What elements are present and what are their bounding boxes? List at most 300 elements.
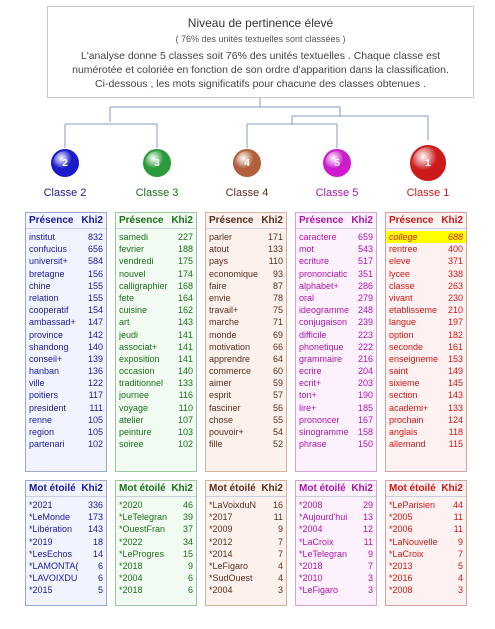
word-cell: classe <box>389 280 415 291</box>
khi2-cell: 34 <box>182 536 193 547</box>
class-5-starred-table <box>295 480 377 606</box>
word-cell: pouvoir+ <box>209 427 244 437</box>
table-row[interactable] <box>386 402 466 414</box>
table-row[interactable] <box>206 389 286 401</box>
word-cell: chine <box>29 280 51 291</box>
table-row[interactable] <box>386 523 466 535</box>
table-row[interactable] <box>296 584 376 596</box>
table-row[interactable] <box>386 280 466 292</box>
table-row[interactable] <box>206 414 286 426</box>
table-row[interactable] <box>296 511 376 523</box>
khi2-cell: 7 <box>457 548 463 559</box>
khi2-cell: 656 <box>87 244 103 255</box>
table-row[interactable] <box>26 438 106 450</box>
word-cell: universit+ <box>29 256 68 267</box>
table-row[interactable] <box>116 292 196 304</box>
table-row[interactable] <box>206 280 286 292</box>
table-row[interactable] <box>296 572 376 584</box>
khi2-cell: 52 <box>272 439 283 450</box>
class-number: 3 <box>154 157 160 169</box>
word-cell: anglais <box>389 427 418 437</box>
presence-column-header: Présence <box>119 215 164 226</box>
table-row[interactable] <box>26 353 106 365</box>
khi2-cell: 140 <box>177 366 193 377</box>
starred-table-header <box>296 481 376 497</box>
khi2-cell: 188 <box>177 244 193 255</box>
khi2-cell: 185 <box>357 402 373 413</box>
starred-word-cell: *LeMonde <box>29 512 71 523</box>
starred-word-cell: *LaNouvelle <box>389 536 438 547</box>
table-row[interactable] <box>296 268 376 280</box>
class-1-starred-table <box>385 480 467 606</box>
table-row[interactable] <box>26 365 106 377</box>
table-row[interactable] <box>116 268 196 280</box>
table-row[interactable] <box>206 365 286 377</box>
word-cell: caractere <box>299 232 337 242</box>
khi2-cell: 14 <box>92 548 103 559</box>
starred-word-cell: *LesEchos <box>29 548 73 559</box>
table-row[interactable] <box>116 536 196 548</box>
table-row[interactable] <box>116 499 196 511</box>
khi2-cell: 223 <box>357 329 373 340</box>
word-cell: ecrit+ <box>299 378 322 389</box>
table-row[interactable] <box>206 255 286 267</box>
table-row[interactable] <box>116 584 196 596</box>
word-cell: alphabet+ <box>299 280 339 291</box>
khi2-cell: 173 <box>87 512 103 523</box>
table-row[interactable] <box>386 292 466 304</box>
khi2-column-header: Khi2 <box>351 215 373 226</box>
khi2-cell: 6 <box>187 573 193 584</box>
table-row[interactable] <box>26 584 106 596</box>
khi2-cell: 143 <box>447 390 463 401</box>
class-number: 4 <box>244 157 250 169</box>
table-row[interactable] <box>296 560 376 572</box>
word-cell: faire <box>209 280 227 291</box>
table-row[interactable] <box>26 572 106 584</box>
table-row[interactable] <box>206 377 286 389</box>
table-row[interactable] <box>26 280 106 292</box>
khi2-cell: 3 <box>367 585 373 596</box>
word-cell: ton+ <box>299 390 317 401</box>
class-4-circle[interactable] <box>233 149 261 177</box>
starred-word-cell: *LeParisien <box>389 500 436 510</box>
word-cell: chose <box>209 414 234 425</box>
word-cell: academi+ <box>389 402 429 413</box>
presence-table-header <box>206 213 286 229</box>
table-row[interactable] <box>386 365 466 377</box>
table-row[interactable] <box>116 523 196 535</box>
khi2-cell: 133 <box>177 378 193 389</box>
table-row[interactable] <box>206 438 286 450</box>
khi2-cell: 12 <box>362 524 373 535</box>
khi2-column-header: Khi2 <box>351 483 373 494</box>
khi2-cell: 116 <box>178 390 193 401</box>
khi2-cell: 153 <box>447 353 463 364</box>
class-2-label: Classe 2 <box>43 187 87 199</box>
word-cell: rentree <box>389 244 418 255</box>
starred-table-header <box>116 481 196 497</box>
table-row[interactable] <box>206 329 286 341</box>
word-cell: conseil+ <box>29 353 63 364</box>
table-row[interactable] <box>386 329 466 341</box>
word-cell: college <box>389 232 418 242</box>
table-row[interactable] <box>386 353 466 365</box>
description-line: L'analyse donne 5 classes soit 76% des unités textuelles . Chaque classe est <box>80 50 441 62</box>
table-row[interactable] <box>116 341 196 353</box>
word-cell: etablisseme <box>389 305 438 316</box>
starred-word-cell: *2018 <box>119 585 143 596</box>
table-row[interactable] <box>26 255 106 267</box>
header-subtitle: ( 76% des unités textuelles sont classées ) <box>175 34 346 44</box>
table-row[interactable] <box>296 243 376 255</box>
table-row[interactable] <box>116 304 196 316</box>
presence-table-header <box>116 213 196 229</box>
table-row[interactable] <box>386 438 466 450</box>
word-cell: aimer <box>209 378 232 389</box>
khi2-cell: 64 <box>272 353 283 364</box>
khi2-cell: 7 <box>277 548 283 559</box>
table-row[interactable] <box>116 280 196 292</box>
table-row[interactable] <box>26 511 106 523</box>
table-row[interactable] <box>26 499 106 511</box>
table-row[interactable] <box>296 316 376 328</box>
khi2-cell: 136 <box>87 366 103 377</box>
table-row[interactable] <box>386 499 466 511</box>
table-row[interactable] <box>386 536 466 548</box>
table-row[interactable] <box>116 231 196 243</box>
khi2-column-header: Khi2 <box>441 483 463 494</box>
word-cell: conjugaison <box>299 317 348 328</box>
starred-word-cell: *2005 <box>389 512 413 523</box>
table-row[interactable] <box>386 511 466 523</box>
table-row[interactable] <box>386 377 466 389</box>
starred-word-cell: *2010 <box>299 573 323 584</box>
khi2-cell: 688 <box>447 232 463 242</box>
table-row[interactable] <box>26 329 106 341</box>
table-row[interactable] <box>206 548 286 560</box>
table-row[interactable] <box>296 402 376 414</box>
khi2-cell: 6 <box>187 585 193 596</box>
word-cell: institut <box>29 232 56 242</box>
table-row[interactable] <box>296 292 376 304</box>
khi2-column-header: Khi2 <box>171 215 193 226</box>
khi2-column-header: Khi2 <box>81 483 103 494</box>
starred-word-cell: *2017 <box>209 512 233 523</box>
khi2-cell: 158 <box>357 427 373 437</box>
word-cell: prochain <box>389 414 424 425</box>
khi2-cell: 5 <box>457 560 463 571</box>
table-row[interactable] <box>206 560 286 572</box>
table-row[interactable] <box>206 426 286 438</box>
table-row[interactable] <box>296 499 376 511</box>
khi2-cell: 584 <box>87 256 103 267</box>
table-row[interactable] <box>386 243 466 255</box>
table-row[interactable] <box>116 426 196 438</box>
table-row[interactable] <box>296 231 376 243</box>
starred-word-cell: *LaCroix <box>299 536 334 547</box>
word-cell: art <box>119 317 130 328</box>
table-row[interactable] <box>206 572 286 584</box>
khi2-cell: 9 <box>367 548 373 559</box>
class-3-circle[interactable] <box>143 149 171 177</box>
table-row[interactable] <box>26 304 106 316</box>
starred-word-cell: *LAVOIXDU <box>29 573 78 584</box>
table-row[interactable] <box>116 414 196 426</box>
table-row[interactable] <box>206 511 286 523</box>
khi2-cell: 107 <box>177 414 193 425</box>
starred-word-cell: *2018 <box>119 560 143 571</box>
khi2-cell: 110 <box>268 256 283 267</box>
table-row[interactable] <box>386 548 466 560</box>
table-row[interactable] <box>116 560 196 572</box>
table-row[interactable] <box>386 255 466 267</box>
table-row[interactable] <box>116 402 196 414</box>
khi2-cell: 4 <box>277 560 283 571</box>
word-cell: president <box>29 402 67 413</box>
khi2-cell: 147 <box>87 317 103 328</box>
table-row[interactable] <box>26 243 106 255</box>
starred-word-cell: *2016 <box>389 573 413 584</box>
starred-word-cell: *2020 <box>119 500 143 510</box>
khi2-cell: 133 <box>447 402 463 413</box>
table-row[interactable] <box>26 402 106 414</box>
khi2-cell: 142 <box>87 329 103 340</box>
word-cell: fete <box>119 292 135 303</box>
word-cell: partenari <box>29 439 65 450</box>
table-row[interactable] <box>296 341 376 353</box>
word-cell: lycee <box>389 268 411 279</box>
table-row[interactable] <box>206 316 286 328</box>
table-row[interactable] <box>116 511 196 523</box>
word-cell: economique <box>209 268 259 279</box>
table-row[interactable] <box>386 389 466 401</box>
table-row[interactable] <box>386 560 466 572</box>
khi2-cell: 4 <box>277 573 283 584</box>
word-cell: monde <box>209 329 237 340</box>
table-row[interactable] <box>206 231 286 243</box>
table-row[interactable] <box>296 280 376 292</box>
khi2-cell: 239 <box>357 317 373 328</box>
class-4-label: Classe 4 <box>225 187 269 199</box>
class-number: 2 <box>62 157 68 169</box>
khi2-cell: 59 <box>272 378 283 389</box>
khi2-cell: 7 <box>277 536 283 547</box>
table-row[interactable] <box>386 584 466 596</box>
table-row[interactable] <box>386 268 466 280</box>
word-cell: apprendre <box>209 353 251 364</box>
khi2-cell: 9 <box>187 560 193 571</box>
table-row[interactable] <box>116 377 196 389</box>
khi2-cell: 204 <box>357 366 373 377</box>
table-row[interactable] <box>26 548 106 560</box>
table-row[interactable] <box>206 268 286 280</box>
table-row[interactable] <box>116 243 196 255</box>
word-cell: marche <box>209 317 240 328</box>
khi2-cell: 11 <box>453 524 463 535</box>
word-cell: allemand <box>389 439 426 450</box>
class-2-circle[interactable] <box>51 149 79 177</box>
word-cell: traditionnel <box>119 378 164 389</box>
khi2-cell: 832 <box>87 232 103 242</box>
presence-column-header: Présence <box>389 215 434 226</box>
starred-column-header: Mot étoilé <box>389 483 436 494</box>
table-row[interactable] <box>26 414 106 426</box>
word-cell: calligraphier <box>119 280 168 291</box>
table-row[interactable] <box>26 292 106 304</box>
khi2-cell: 3 <box>367 573 373 584</box>
class-5-circle[interactable] <box>323 149 351 177</box>
table-row[interactable] <box>296 353 376 365</box>
khi2-cell: 75 <box>272 305 283 316</box>
khi2-cell: 164 <box>177 292 193 303</box>
table-row[interactable] <box>386 426 466 438</box>
khi2-cell: 54 <box>272 427 283 437</box>
khi2-cell: 263 <box>447 280 463 291</box>
khi2-cell: 78 <box>272 292 283 303</box>
table-row[interactable] <box>206 353 286 365</box>
khi2-cell: 141 <box>177 353 193 364</box>
table-row[interactable] <box>296 536 376 548</box>
starred-word-cell: *2008 <box>389 585 413 596</box>
class-3-starred-table <box>115 480 197 606</box>
khi2-cell: 44 <box>452 500 463 510</box>
starred-word-cell: *Libération <box>29 524 73 535</box>
table-row[interactable] <box>116 353 196 365</box>
class-3-presence-table <box>115 212 197 472</box>
khi2-cell: 11 <box>273 512 283 523</box>
table-row[interactable] <box>296 523 376 535</box>
table-row[interactable] <box>296 426 376 438</box>
table-row[interactable] <box>116 316 196 328</box>
word-cell: commerce <box>209 366 252 377</box>
table-row[interactable] <box>296 414 376 426</box>
table-row[interactable] <box>206 584 286 596</box>
word-cell: samedi <box>119 232 149 242</box>
table-row[interactable] <box>206 243 286 255</box>
word-cell: fasciner <box>209 402 241 413</box>
word-cell: mot <box>299 244 315 255</box>
khi2-cell: 117 <box>88 390 103 401</box>
table-row[interactable] <box>26 231 106 243</box>
khi2-cell: 171 <box>267 232 283 242</box>
starred-word-cell: *LAMONTA( <box>29 560 79 571</box>
starred-word-cell: *SudOuest <box>209 573 253 584</box>
khi2-cell: 517 <box>357 256 373 267</box>
table-row[interactable] <box>116 329 196 341</box>
starred-word-cell: *LeProgres <box>119 548 165 559</box>
khi2-cell: 351 <box>357 268 373 279</box>
table-row[interactable] <box>296 377 376 389</box>
table-row[interactable] <box>26 268 106 280</box>
starred-word-cell: *2004 <box>209 585 233 596</box>
starred-word-cell: *LaVoixduN <box>209 500 257 510</box>
table-row[interactable] <box>206 304 286 316</box>
table-row[interactable] <box>26 523 106 535</box>
table-row[interactable] <box>26 341 106 353</box>
khi2-cell: 7 <box>367 560 373 571</box>
table-row[interactable] <box>116 438 196 450</box>
starred-column-header: Mot étoilé <box>29 483 76 494</box>
word-cell: sinogramme <box>299 427 349 437</box>
table-row[interactable] <box>26 536 106 548</box>
table-row[interactable] <box>296 438 376 450</box>
khi2-cell: 118 <box>448 427 463 437</box>
table-row[interactable] <box>296 329 376 341</box>
table-row[interactable] <box>386 316 466 328</box>
table-row[interactable] <box>296 548 376 560</box>
table-row[interactable] <box>26 316 106 328</box>
starred-word-cell: *LeTelegran <box>299 548 348 559</box>
table-row[interactable] <box>206 341 286 353</box>
khi2-cell: 55 <box>272 414 283 425</box>
table-row[interactable] <box>26 560 106 572</box>
table-row[interactable] <box>296 304 376 316</box>
word-cell: ecriture <box>299 256 330 267</box>
khi2-cell: 222 <box>357 341 373 352</box>
khi2-cell: 16 <box>272 500 283 510</box>
table-row[interactable] <box>296 365 376 377</box>
table-row[interactable] <box>26 389 106 401</box>
word-cell: option <box>389 329 414 340</box>
khi2-cell: 216 <box>357 353 373 364</box>
starred-word-cell: *2019 <box>29 536 53 547</box>
class-1-circle[interactable] <box>410 145 446 181</box>
table-row[interactable] <box>206 499 286 511</box>
word-cell: sixieme <box>389 378 420 389</box>
table-row[interactable] <box>116 365 196 377</box>
table-row[interactable] <box>116 548 196 560</box>
table-row[interactable] <box>116 389 196 401</box>
khi2-cell: 6 <box>97 573 103 584</box>
table-row[interactable] <box>296 255 376 267</box>
khi2-cell: 143 <box>177 317 193 328</box>
table-row[interactable] <box>206 292 286 304</box>
word-cell: vendredi <box>119 256 154 267</box>
table-row[interactable] <box>116 572 196 584</box>
khi2-cell: 13 <box>362 512 373 523</box>
table-row[interactable] <box>26 426 106 438</box>
khi2-cell: 286 <box>357 280 373 291</box>
khi2-cell: 140 <box>87 341 103 352</box>
word-cell: phrase <box>299 439 327 450</box>
starred-word-cell: *2004 <box>299 524 323 535</box>
khi2-column-header: Khi2 <box>81 215 103 226</box>
khi2-column-header: Khi2 <box>261 483 283 494</box>
khi2-cell: 11 <box>363 536 373 547</box>
khi2-cell: 105 <box>87 414 103 425</box>
table-row[interactable] <box>206 402 286 414</box>
khi2-cell: 111 <box>89 402 103 413</box>
word-cell: ville <box>29 378 45 389</box>
khi2-cell: 162 <box>177 305 193 316</box>
table-row[interactable] <box>116 255 196 267</box>
table-row[interactable] <box>386 572 466 584</box>
table-row[interactable] <box>206 536 286 548</box>
table-row[interactable] <box>386 414 466 426</box>
table-row[interactable] <box>296 389 376 401</box>
table-row[interactable] <box>386 304 466 316</box>
khi2-cell: 110 <box>178 402 193 413</box>
table-row[interactable] <box>26 377 106 389</box>
starred-word-cell: *2009 <box>209 524 233 535</box>
word-cell: nouvel <box>119 268 146 279</box>
table-row[interactable] <box>386 231 466 243</box>
khi2-cell: 46 <box>182 500 193 510</box>
table-row[interactable] <box>206 523 286 535</box>
khi2-cell: 60 <box>272 366 283 377</box>
table-row[interactable] <box>386 341 466 353</box>
